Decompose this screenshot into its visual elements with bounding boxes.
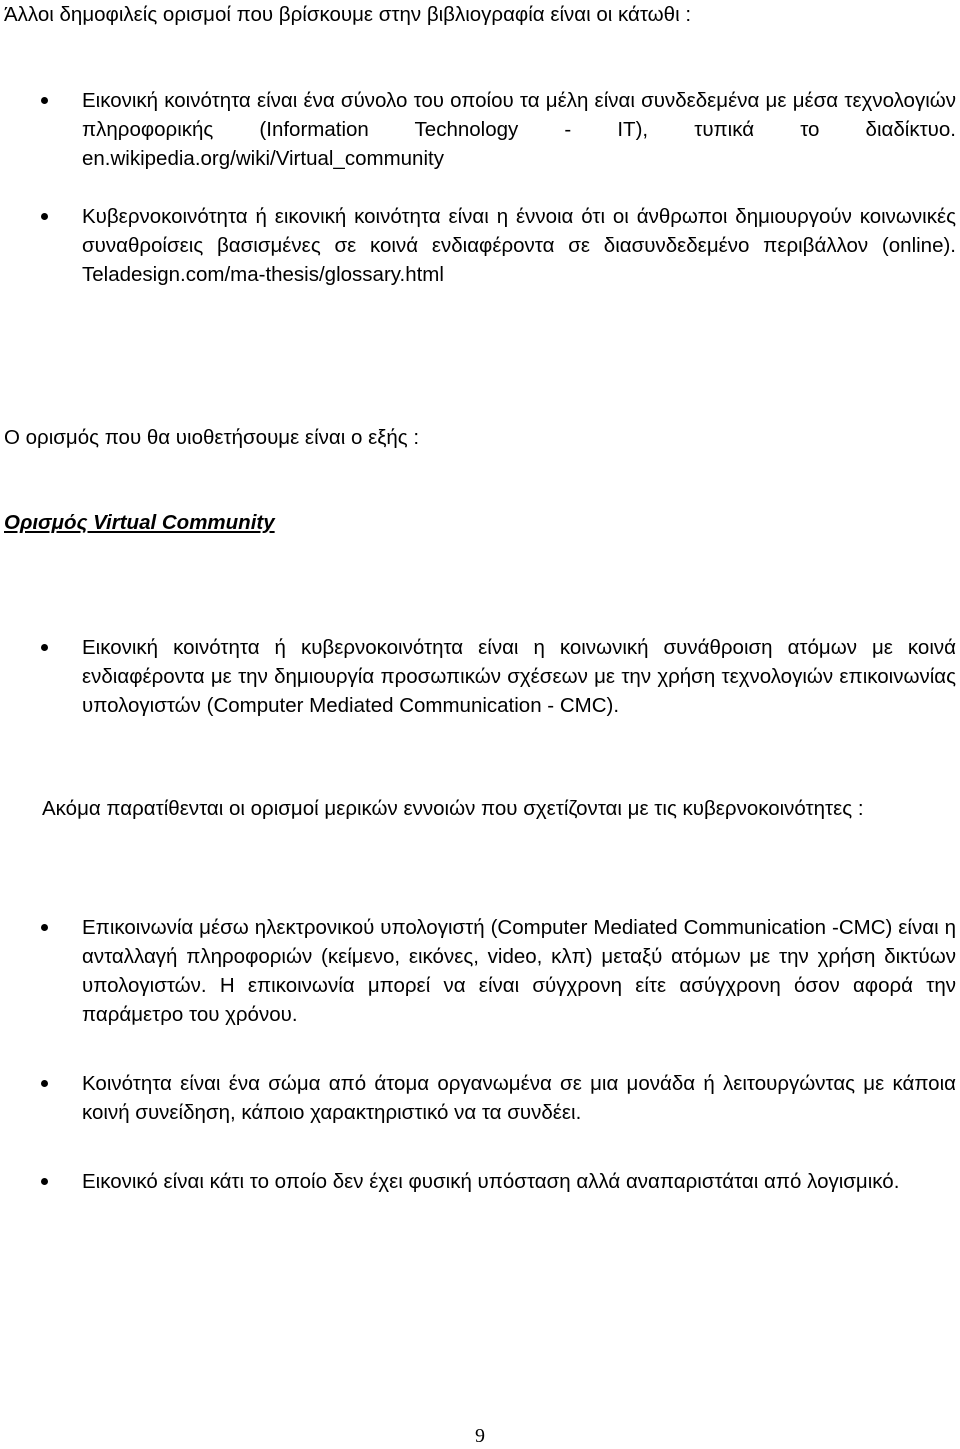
- intro-paragraph: Άλλοι δημοφιλείς ορισμοί που βρίσκουμε στην βιβλιογραφία είναι οι κάτωθι :: [4, 3, 692, 26]
- related-concepts-intro: Ακόμα παρατίθενται οι ορισμοί μερικών εννοιών που σχετίζονται με τις κυβερνοκοινότητες :: [42, 797, 864, 820]
- adopted-definition-list: [0, 633, 960, 720]
- adopted-definition-intro: Ο ορισμός που θα υιοθετήσουμε είναι ο εξής :: [4, 426, 420, 449]
- list-item: Εικονικό είναι κάτι το οποίο δεν έχει φυσική υπόσταση αλλά αναπαριστάται από λογισμικό.: [0, 1167, 956, 1196]
- list-item: Εικονική κοινότητα ή κυβερνοκοινότητα είναι η κοινωνική συνάθροιση ατόμων με κοινά ενδιαφέροντα με την δημιουργία προσωπικών σχέσεων με την χρήση τεχνολογιών επικοινωνίας υπολογιστών (Computer Mediated Communication - CMC).: [0, 633, 956, 720]
- list-item: Κοινότητα είναι ένα σώμα από άτομα οργανωμένα σε μια μονάδα ή λειτουργώντας με κάποια κοινή συνείδηση, κάποιο χαρακτηριστικό να τα συνδέει.: [0, 1069, 956, 1127]
- list-item: Κυβερνοκοινότητα ή εικονική κοινότητα είναι η έννοια ότι οι άνθρωποι δημιουργούν κοινωνικές συναθροίσεις βασισμένες σε κοινά ενδιαφέροντα σε διασυνδεδεμένο περιβάλλον (online). Teladesign.com/ma-thesis/glossary.html: [0, 202, 956, 289]
- page-number: 9: [475, 1425, 485, 1447]
- list-item: Επικοινωνία μέσω ηλεκτρονικού υπολογιστή (Computer Mediated Communication -CMC) είναι η ανταλλαγή πληροφοριών (κείμενο, εικόνες, video, κλπ) μεταξύ ατόμων με την χρήση δικτύων υπολογιστών. Η επικοινωνία μπορεί να είναι σύγχρονη είτε ασύγχρονη όσον αφορά την παράμετρο του χρόνου.: [0, 913, 956, 1029]
- list-item: Εικονική κοινότητα είναι ένα σύνολο του οποίου τα μέλη είναι συνδεδεμένα με μέσα τεχνολογιών πληροφορικής (Information Technology - IT), τυπικά το διαδίκτυο. en.wikipedia.org/wiki/Virtual_community: [0, 86, 956, 173]
- related-concepts-list: [0, 913, 960, 1196]
- literature-definitions-list: [0, 86, 960, 289]
- definition-heading: Ορισμός Virtual Community: [4, 511, 275, 534]
